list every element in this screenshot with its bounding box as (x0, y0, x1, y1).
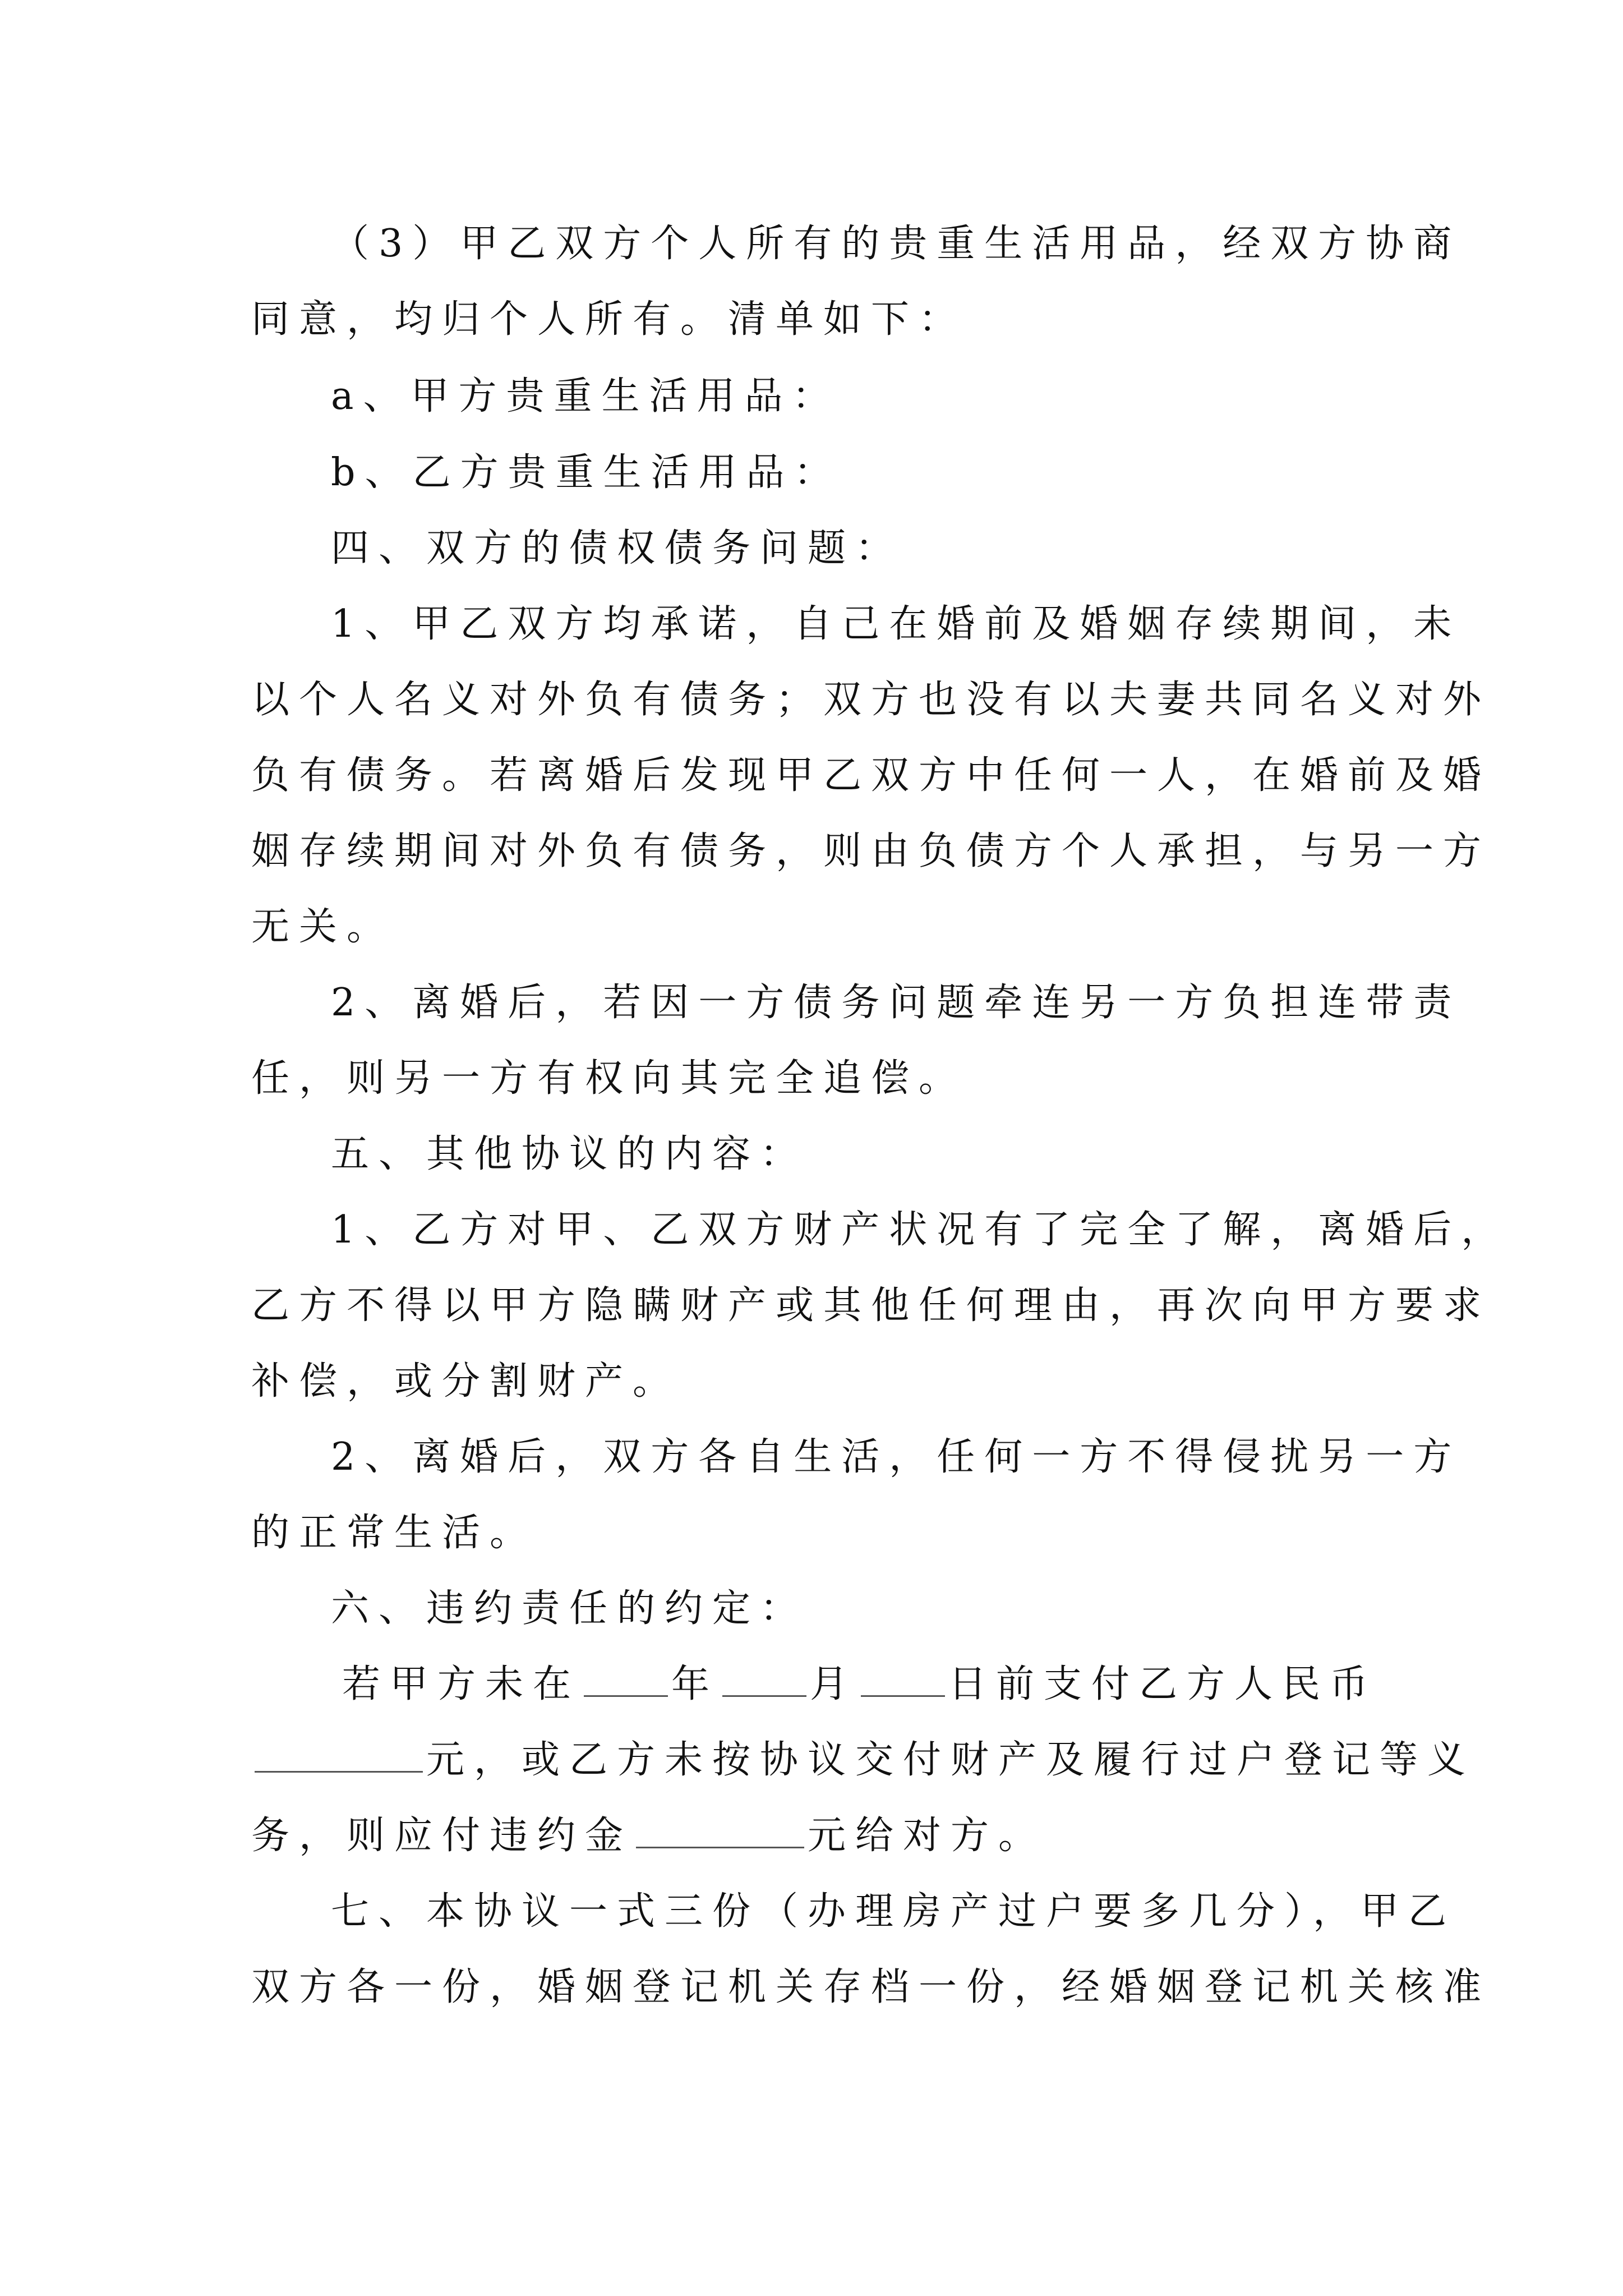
amount-blank (255, 1736, 423, 1773)
penalty-text: 日前支付乙方人民币 (948, 1662, 1378, 1706)
section-heading-5: 五、其他协议的内容： (331, 1132, 808, 1176)
list-item-b: b、乙方贵重生活用品： (331, 450, 842, 495)
penalty-text: 年 (671, 1662, 720, 1706)
day-blank (861, 1660, 945, 1697)
paragraph-line: 双方各一份，婚姻登记机关存档一份，经婚姻登记机关核准 (251, 1965, 1491, 2009)
penalty-text: 元给对方。 (808, 1814, 1046, 1858)
paragraph-line: 1、乙方对甲、乙双方财产状况有了完全了解，离婚后， (331, 1208, 1509, 1252)
section-heading-6: 六、违约责任的约定： (331, 1586, 808, 1631)
paragraph-line: 负有债务。若离婚后发现甲乙双方中任何一人，在婚前及婚 (251, 753, 1491, 798)
month-blank (722, 1660, 806, 1697)
paragraph-line: 乙方不得以甲方隐瞒财产或其他任何理由，再次向甲方要求 (251, 1283, 1491, 1328)
penalty-text: 若甲方未在 (342, 1662, 581, 1706)
penalty-text: 务，则应付违约金 (251, 1814, 633, 1858)
penalty-amount-blank (636, 1812, 804, 1848)
penalty-text: 月 (810, 1662, 858, 1706)
penalty-text: 元，或乙方未按协议交付财产及履行过户登记等义 (426, 1738, 1476, 1782)
paragraph-line: 的正常生活。 (251, 1511, 538, 1555)
paragraph-line: 1、甲乙双方均承诺，自己在婚前及婚姻存续期间，未 (331, 602, 1461, 646)
penalty-line-3 (251, 1808, 1395, 1864)
paragraph-line: （3）甲乙双方个人所有的贵重生活用品，经双方协商 (331, 222, 1461, 266)
year-blank (584, 1660, 668, 1697)
paragraph-line: 任，则另一方有权向其完全追偿。 (251, 1056, 967, 1101)
paragraph-line: 2、离婚后，双方各自生活，任何一方不得侵扰另一方 (331, 1435, 1461, 1479)
paragraph-line: 无关。 (251, 905, 395, 949)
paragraph-line: 补偿，或分割财产。 (251, 1359, 681, 1404)
list-item-a: a、甲方贵重生活用品： (331, 374, 840, 418)
paragraph-line: 同意，均归个人所有。清单如下： (251, 297, 967, 342)
paragraph-line: 以个人名义对外负有债务；双方也没有以夫妻共同名义对外 (251, 678, 1491, 722)
paragraph-line: 姻存续期间对外负有债务，则由负债方个人承担，与另一方 (251, 829, 1491, 873)
section-heading-4: 四、双方的债权债务问题： (331, 526, 903, 570)
penalty-line-1 (342, 1657, 1486, 1713)
penalty-line-2 (251, 1732, 1476, 1788)
paragraph-line: 七、本协议一式三份（办理房产过户要多几分），甲乙 (331, 1889, 1456, 1934)
paragraph-line: 2、离婚后，若因一方债务问题牵连另一方负担连带责 (331, 981, 1461, 1025)
